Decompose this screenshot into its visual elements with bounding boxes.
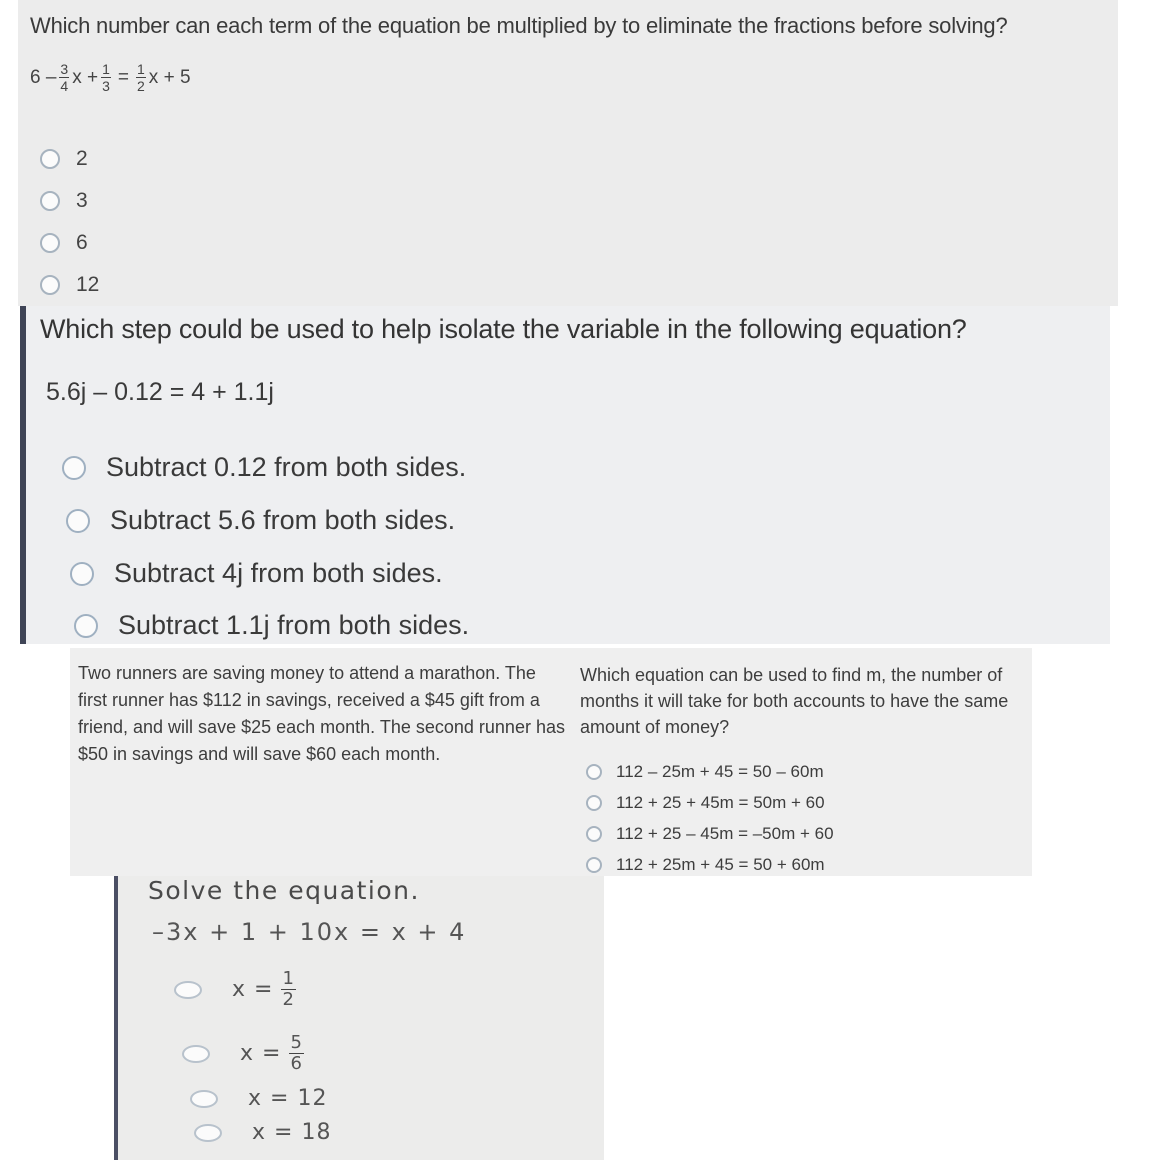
radio-button[interactable]	[190, 1090, 218, 1108]
q2-option-3[interactable]: Subtract 4j from both sides.	[70, 558, 443, 589]
q3-option-4[interactable]: 112 + 25m + 45 = 50 + 60m	[586, 855, 825, 875]
question-3-prompt: Which equation can be used to find m, the number of months it will take for both accounts to have the same amount of money?	[580, 665, 1009, 737]
question-3-story: Two runners are saving money to attend a marathon. The first runner has $112 in savings, received a $45 gift from a friend, and will save $25 each month. The second runner has $50 in savings and will save $60 each month.	[78, 663, 565, 764]
radio-button[interactable]	[586, 826, 602, 842]
radio-button[interactable]	[74, 614, 98, 638]
radio-button[interactable]	[586, 857, 602, 873]
fraction-three-fourths: $\frac{3}{4}$	[60, 61, 69, 94]
question-4-panel	[114, 876, 604, 1160]
fraction-one-half: $\frac{1}{2}$	[282, 968, 295, 1010]
radio-button[interactable]	[182, 1045, 210, 1063]
q1-option-6[interactable]: 6	[40, 231, 88, 255]
q4-option-4[interactable]: x = 18	[194, 1120, 331, 1145]
fraction-one-half: $\frac{1}{2}$	[137, 61, 145, 94]
question-2-prompt: Which step could be used to help isolate the variable in the following equation?	[40, 314, 967, 344]
question-1-panel	[18, 0, 1118, 306]
question-4-equation: –3x + 1 + 10x = x + 4	[152, 918, 467, 946]
question-1-prompt: Which number can each term of the equation be multiplied by to eliminate the fractions before solving?	[30, 13, 1008, 38]
radio-button[interactable]	[62, 456, 86, 480]
question-2-panel	[20, 306, 1110, 644]
q4-option-3[interactable]: x = 12	[190, 1086, 327, 1111]
q3-option-2[interactable]: 112 + 25 + 45m = 50m + 60	[586, 793, 825, 813]
q2-option-1[interactable]: Subtract 0.12 from both sides.	[62, 452, 466, 483]
question-3-panel	[70, 648, 1032, 876]
radio-button[interactable]	[194, 1124, 222, 1142]
q1-option-2[interactable]: 2	[40, 147, 88, 171]
radio-button[interactable]	[70, 562, 94, 586]
q1-option-3[interactable]: 3	[40, 189, 88, 213]
q3-option-3[interactable]: 112 + 25 – 45m = –50m + 60	[586, 824, 834, 844]
q4-option-2[interactable]: x = $\frac{5}{6}$	[182, 1034, 304, 1073]
q2-option-2[interactable]: Subtract 5.6 from both sides.	[66, 505, 455, 536]
radio-button[interactable]	[40, 149, 60, 169]
q4-option-1[interactable]: x = $\frac{1}{2}$	[174, 970, 296, 1009]
fraction-one-third: $\frac{1}{3}$	[102, 61, 110, 94]
radio-button[interactable]	[66, 509, 90, 533]
question-4-prompt: Solve the equation.	[148, 876, 420, 905]
radio-button[interactable]	[40, 275, 60, 295]
q2-option-4[interactable]: Subtract 1.1j from both sides.	[74, 610, 469, 641]
q1-option-12[interactable]: 12	[40, 273, 99, 297]
radio-button[interactable]	[174, 981, 202, 999]
question-2-equation: 5.6j – 0.12 = 4 + 1.1j	[46, 378, 274, 406]
radio-button[interactable]	[586, 764, 602, 780]
radio-button[interactable]	[586, 795, 602, 811]
radio-button[interactable]	[40, 233, 60, 253]
fraction-five-sixths: $\frac{5}{6}$	[290, 1032, 303, 1074]
question-1-equation: 6 – $\frac{3}{4}$ x + $\frac{1}{3}$ = $\frac{1}{2}$ x + 5	[30, 61, 191, 94]
radio-button[interactable]	[40, 191, 60, 211]
q3-option-1[interactable]: 112 – 25m + 45 = 50 – 60m	[586, 762, 824, 782]
